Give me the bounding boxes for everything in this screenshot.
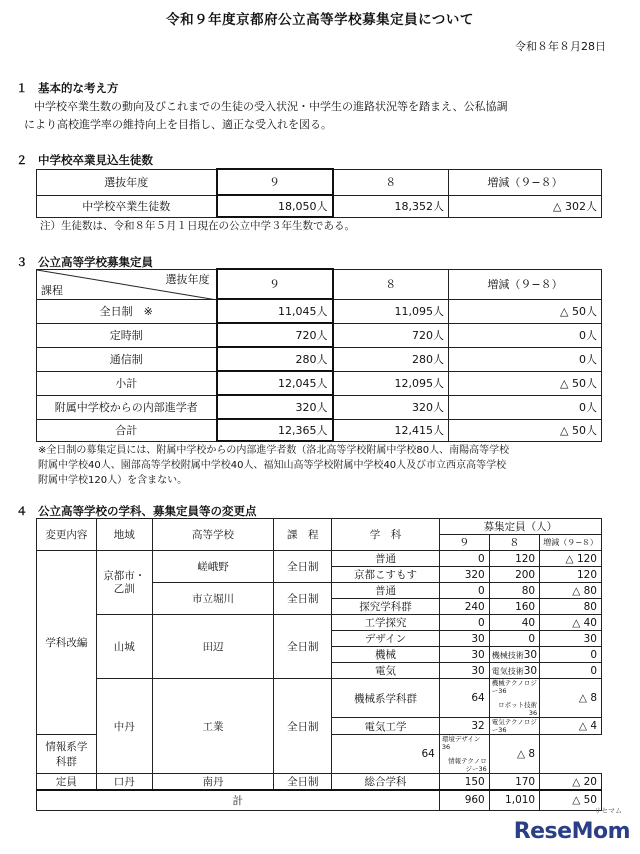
value-cell: △ 50人 <box>449 419 602 441</box>
value-cell: △ 8 <box>540 679 602 718</box>
value-cell: 960 <box>439 790 489 810</box>
value-cell: 200 <box>489 567 539 583</box>
value-cell: 11,095人 <box>333 299 449 323</box>
body-line: により高校進学率の維持向上を目指し、適正な受入れを図る。 <box>24 118 332 131</box>
value-cell: △ 50人 <box>449 371 602 395</box>
value-cell: 0人 <box>449 347 602 371</box>
note-line: ※全日制の募集定員には、附属中学校からの内部進学者数（洛北高等学校附属中学校80人、南陽高等学校 <box>38 445 510 456</box>
course-cell: 全日制 <box>274 583 332 615</box>
header-cell: 増減（９−８） <box>449 269 602 299</box>
dept-cell: 電気工学 <box>332 718 440 735</box>
prev-dept-line: 機械テクノロジー36 <box>491 679 537 695</box>
header-cell: 地域 <box>96 519 152 551</box>
header-cell: ８ <box>489 535 539 551</box>
table-row <box>37 519 602 535</box>
section-number: ４ <box>16 504 28 518</box>
dept-cell: 工学探究 <box>332 615 440 631</box>
value-cell: 320 <box>439 567 489 583</box>
prev-dept-value: 30 <box>523 664 538 677</box>
value-cell: △ 20 <box>540 774 602 791</box>
value-cell: 18,050人 <box>217 195 333 217</box>
value-cell: 120 <box>540 567 602 583</box>
total-label: 計 <box>37 790 440 810</box>
value-cell: 12,095人 <box>333 371 449 395</box>
header-bottom-label: 課程 <box>41 283 63 297</box>
value-cell: 12,415人 <box>333 419 449 441</box>
value-cell: 12,045人 <box>217 371 333 395</box>
section-number: ２ <box>16 153 28 167</box>
table-row <box>37 790 602 810</box>
table-row <box>37 323 602 347</box>
value-cell: △ 80 <box>540 583 602 599</box>
region-cell: 中丹 <box>96 679 152 774</box>
header-cell: 課 程 <box>274 519 332 551</box>
value-cell: 32 <box>439 718 489 735</box>
row-label: 小計 <box>37 371 217 395</box>
course-cell: 全日制 <box>274 551 332 583</box>
value-cell: 240 <box>439 599 489 615</box>
value-cell: 280人 <box>217 347 333 371</box>
value-cell: △ 40 <box>540 615 602 631</box>
section-1-body <box>24 98 614 134</box>
diagonal-header-cell <box>37 269 217 299</box>
region-cell: 口丹 <box>96 774 152 791</box>
prev-dept-label: 電気技術 <box>491 666 524 676</box>
prev-dept-line: 情報テクノロジー36 <box>448 757 487 773</box>
dept-cell: 総合学科 <box>332 774 440 791</box>
value-cell: 40 <box>489 615 539 631</box>
value-cell: 30 <box>439 631 489 647</box>
region-cell: 京都市・乙訓 <box>96 551 152 615</box>
header-cell: ８ <box>333 169 449 195</box>
dept-cell: 機械系学科群 <box>332 679 440 718</box>
dept-cell: 京都こすもす <box>332 567 440 583</box>
school-cell: 田辺 <box>152 615 274 679</box>
value-cell: 0 <box>540 647 602 663</box>
header-cell: 増減（９−８） <box>449 169 602 195</box>
table-row <box>37 195 602 217</box>
table-row <box>37 615 602 631</box>
section-4-heading <box>16 503 257 519</box>
changes-table <box>36 518 602 811</box>
dept-cell: 普通 <box>332 551 440 567</box>
dept-cell: 電気 <box>332 663 440 679</box>
value-cell: 0 <box>439 551 489 567</box>
dept-cell: 探究学科群 <box>332 599 440 615</box>
header-cell: ９ <box>439 535 489 551</box>
value-cell <box>439 735 489 774</box>
region-cell: 山城 <box>96 615 152 679</box>
table-row <box>37 679 602 718</box>
dept-cell: 情報系学科群 <box>37 735 97 774</box>
value-cell: 160 <box>489 599 539 615</box>
school-cell: 工業 <box>152 679 274 774</box>
value-cell: 12,365人 <box>217 419 333 441</box>
value-cell: 11,045人 <box>217 299 333 323</box>
section-number: ３ <box>16 255 28 269</box>
table-row <box>37 551 602 567</box>
graduates-table <box>36 168 602 218</box>
value-cell: 0 <box>489 631 539 647</box>
value-cell: 80 <box>540 599 602 615</box>
body-line: 中学校卒業生数の動向及びこれまでの生徒の受入状況・中学生の進路状況等を踏まえ、公私協調 <box>34 100 508 113</box>
section-title: 公立高等学校募集定員 <box>38 255 153 269</box>
value-cell: 64 <box>332 735 440 774</box>
value-cell: 720人 <box>333 323 449 347</box>
prev-dept-line: 環境デザイン36 <box>441 735 481 751</box>
change-type-cell: 定員 <box>37 774 97 791</box>
school-cell: 市立堀川 <box>152 583 274 615</box>
prev-dept-line: ロボット技術36 <box>498 701 538 717</box>
value-cell: 30 <box>540 631 602 647</box>
course-cell: 全日制 <box>274 679 332 774</box>
prev-dept-label: 機械技術 <box>491 650 524 660</box>
table-row <box>37 169 602 195</box>
row-label: 中学校卒業生徒数 <box>37 195 217 217</box>
table-row <box>37 395 602 419</box>
value-cell: 0 <box>439 615 489 631</box>
row-label: 通信制 <box>37 347 217 371</box>
value-cell: 320人 <box>217 395 333 419</box>
value-cell: △ 50 <box>540 790 602 810</box>
value-cell: 150 <box>439 774 489 791</box>
school-cell: 南丹 <box>152 774 274 791</box>
note-line: 附属中学校40人、園部高等学校附属中学校40人、福知山高等学校附属中学校40人及び市立西京高等学校 <box>38 460 507 471</box>
section-3-note <box>38 443 608 488</box>
value-cell: 18,352人 <box>333 195 449 217</box>
document-date: 令和８年８月28日 <box>515 40 606 53</box>
header-cell: 変更内容 <box>37 519 97 551</box>
table-row <box>37 371 602 395</box>
value-cell: 170 <box>489 774 539 791</box>
value-cell: 30 <box>439 647 489 663</box>
value-cell: △ 302人 <box>449 195 602 217</box>
section-2-note: 注）生徒数は、令和８年５月１日現在の公立中学３年生数である。 <box>40 220 355 232</box>
value-cell: △ 50人 <box>449 299 602 323</box>
change-type-cell: 学科改編 <box>37 551 97 735</box>
table-row <box>37 269 602 299</box>
value-cell: 0 <box>540 663 602 679</box>
value-cell: 0 <box>439 583 489 599</box>
course-cell: 全日制 <box>274 615 332 679</box>
value-cell: 720人 <box>217 323 333 347</box>
course-cell: 全日制 <box>274 774 332 791</box>
value-cell: △ 4 <box>540 718 602 735</box>
header-cell: ９ <box>217 269 333 299</box>
value-cell: 30 <box>439 663 489 679</box>
value-cell <box>489 647 539 663</box>
value-cell: 280人 <box>333 347 449 371</box>
header-top-label: 選抜年度 <box>165 272 210 286</box>
school-cell: 嵯峨野 <box>152 551 274 583</box>
table-row <box>37 347 602 371</box>
header-cell: ８ <box>333 269 449 299</box>
value-cell: 320人 <box>333 395 449 419</box>
resemom-logo: ReseMom <box>513 819 630 844</box>
value-cell: △ 120 <box>540 551 602 567</box>
section-number: １ <box>16 81 28 95</box>
value-cell: 64 <box>439 679 489 718</box>
dept-cell: 普通 <box>332 583 440 599</box>
logo-kana: リセマム <box>594 807 622 815</box>
note-line: 附属中学校120人）を含まない。 <box>38 475 188 486</box>
value-cell: 0人 <box>449 395 602 419</box>
section-title: 公立高等学校の学科、募集定員等の変更点 <box>38 504 257 518</box>
table-row <box>37 299 602 323</box>
value-cell: 0人 <box>449 323 602 347</box>
value-cell: 電気テクノロジー36 <box>489 718 539 735</box>
table-row <box>37 774 602 791</box>
header-cell: 増減（９−８） <box>540 535 602 551</box>
value-cell <box>489 679 539 718</box>
quota-table <box>36 268 602 442</box>
page-title: 令和９年度京都府公立高等学校募集定員について <box>166 12 474 28</box>
row-label: 附属中学校からの内部進学者 <box>37 395 217 419</box>
value-cell <box>489 663 539 679</box>
value-cell: 120 <box>489 551 539 567</box>
header-cell: 高等学校 <box>152 519 274 551</box>
row-label: 合計 <box>37 419 217 441</box>
dept-cell: デザイン <box>332 631 440 647</box>
header-cell: 募集定員（人） <box>439 519 601 535</box>
header-cell: ９ <box>217 169 333 195</box>
section-title: 中学校卒業見込生徒数 <box>38 153 153 167</box>
section-2-heading <box>16 152 153 168</box>
header-cell: 選抜年度 <box>37 169 217 195</box>
value-cell: △ 8 <box>489 735 539 774</box>
section-title: 基本的な考え方 <box>38 81 119 95</box>
prev-dept-value: 30 <box>523 648 538 661</box>
section-1-heading <box>16 80 119 96</box>
table-row <box>37 419 602 441</box>
row-label: 全日制 ※ <box>37 299 217 323</box>
value-cell: 80 <box>489 583 539 599</box>
value-cell: 1,010 <box>489 790 539 810</box>
header-cell: 学 科 <box>332 519 440 551</box>
row-label: 定時制 <box>37 323 217 347</box>
dept-cell: 機械 <box>332 647 440 663</box>
